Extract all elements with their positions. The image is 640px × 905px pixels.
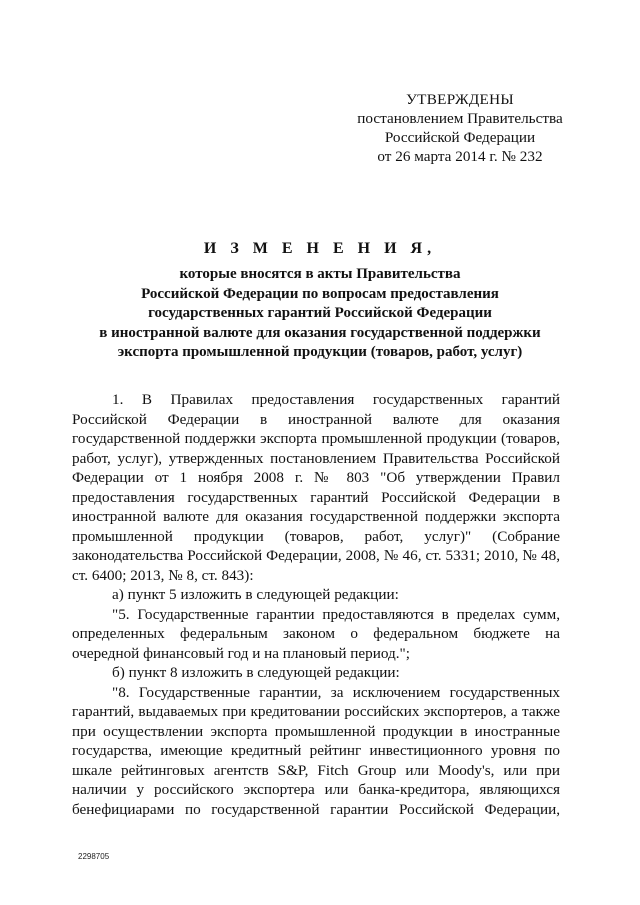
body-line: предоставления государственных гарантий Российской Федерации в [72, 488, 560, 506]
approval-line-2: Российской Федерации [384, 129, 536, 146]
heading-subtitle-line: экспорта промышленной продукции (товаров, работ, услуг) [117, 344, 523, 360]
body-line: Федерации от 1 ноября 2008 г. № 803 "Об утверждении Правил [72, 469, 560, 486]
approval-title: УТВЕРЖДЕНЫ [406, 91, 514, 108]
body-line: иностранной валюте для оказания государственной поддержки экспорта [72, 508, 560, 525]
body-line: очередной финансовый год и на плановый период."; [72, 644, 410, 662]
document-code: 2298705 [78, 852, 110, 861]
heading-subtitle-line: которые вносятся в акты Правительства [179, 266, 461, 282]
body-line: наличии у российского экспортера или банка-кредитора, являющихся [72, 781, 560, 798]
heading-subtitle-line: Российской Федерации по вопросам предоставления [141, 285, 499, 302]
approval-line-1: постановлением Правительства [357, 110, 563, 127]
body-line: при осуществлении экспорта промышленной продукции в иностранные [72, 722, 560, 740]
body-line: шкале рейтинговых агентств S&P, Fitch Group или Moody's, или при [72, 761, 560, 779]
document-body [72, 390, 560, 819]
body-line: б) пункт 8 изложить в следующей редакции: [112, 664, 400, 681]
heading-title: И З М Е Н Е Н И Я, [203, 240, 437, 257]
body-line: определенных федеральным законом о федеральном бюджете на [72, 625, 560, 642]
body-line: промышленной продукции (товаров, работ, услуг)" (Собрание [72, 527, 560, 545]
body-line: гарантий, выдаваемых при кредитовании российских экспортеров, а также [72, 703, 560, 720]
heading-subtitle [60, 265, 580, 363]
body-line: а) пункт 5 изложить в следующей редакции: [112, 586, 399, 603]
body-line: Российской Федерации в иностранной валюте для оказания [72, 410, 560, 428]
body-line: 1. В Правилах предоставления государственных гарантий [112, 391, 560, 408]
body-line: государства, имеющие кредитный рейтинг инвестиционного уровня по [72, 742, 560, 759]
body-line: бенефициарами по государственной гарантии Российской Федерации, [72, 800, 560, 818]
body-line: законодательства Российской Федерации, 2008, № 46, ст. 5331; 2010, № 48, [72, 547, 560, 564]
body-line: "8. Государственные гарантии, за исключением государственных [112, 683, 560, 701]
body-line: работ, услуг), утвержденных постановлением Правительства Российской [72, 449, 560, 467]
body-line: "5. Государственные гарантии предоставляются в пределах сумм, [112, 605, 560, 623]
document-heading [60, 240, 580, 363]
approval-line-3: от 26 марта 2014 г. № 232 [377, 148, 543, 165]
heading-subtitle-line: в иностранной валюте для оказания государственной поддержки [99, 324, 541, 341]
body-line: ст. 6400; 2013, № 8, ст. 843): [72, 566, 254, 584]
body-line: государственной поддержки экспорта промышленной продукции (товаров, [72, 430, 560, 447]
heading-subtitle-line: государственных гарантий Российской Федерации [148, 305, 492, 321]
approval-block [340, 90, 580, 166]
